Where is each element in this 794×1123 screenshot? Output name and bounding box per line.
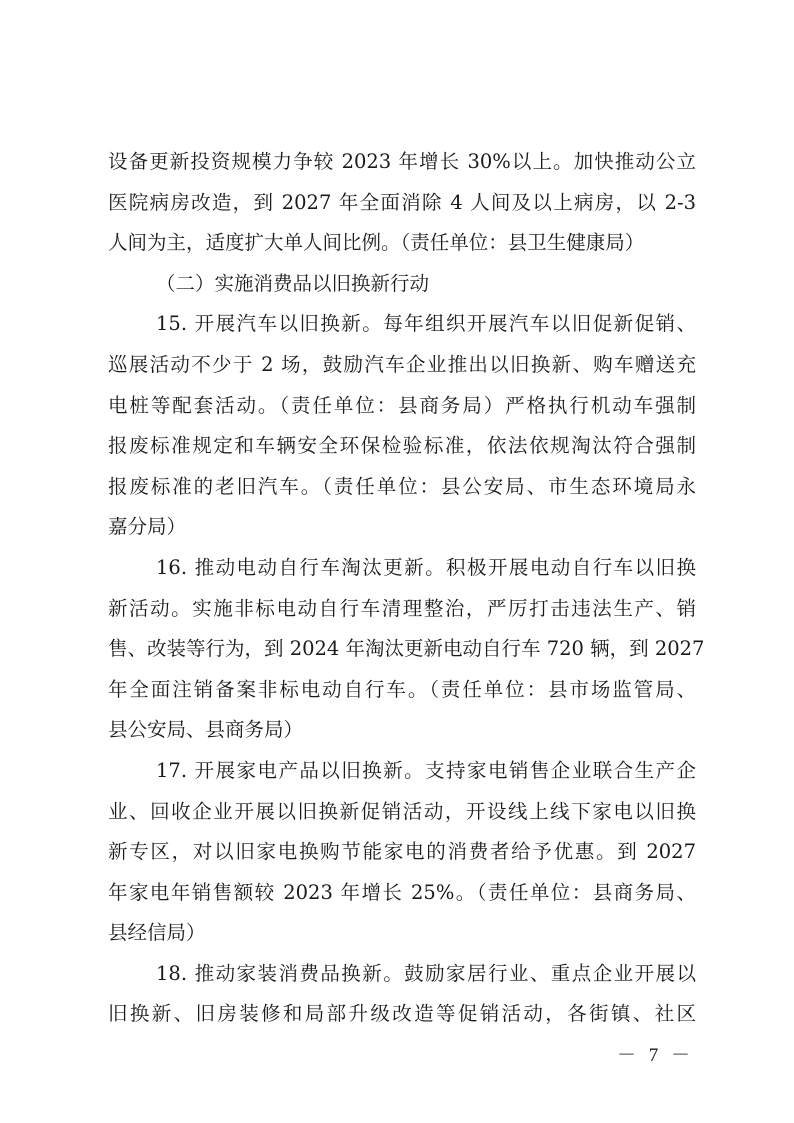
item-17-line: 业、回收企业开展以旧换新促销活动，开设线上线下家电以旧换	[108, 799, 696, 823]
item-18-line: 18. 推动家装消费品换新。鼓励家居行业、重点企业开展以	[156, 961, 696, 985]
paragraph-line: 医院病房改造，到 2027 年全面消除 4 人间及以上病房，以 2-3	[108, 190, 696, 214]
item-16-line: 县公安局、县商务局）	[108, 718, 304, 742]
item-15-line: 报废标准规定和车辆安全环保检验标准，依法依规淘汰符合强制	[108, 434, 696, 458]
item-17-line: 县经信局）	[108, 921, 206, 945]
document-body	[108, 142, 705, 1035]
item-16-line: 16. 推动电动自行车淘汰更新。积极开展电动自行车以旧换	[156, 555, 696, 579]
item-16-line: 年全面注销备案非标电动自行车。（责任单位：县市场监管局、	[108, 677, 696, 701]
item-15-line: 15. 开展汽车以旧换新。每年组织开展汽车以旧促新促销、	[156, 312, 696, 336]
item-16-line: 新活动。实施非标电动自行车清理整治，严厉打击违法生产、销	[108, 596, 696, 620]
item-18-line: 旧换新、旧房装修和局部升级改造等促销活动，各街镇、社区	[108, 1002, 696, 1026]
item-15-line: 报废标准的老旧汽车。（责任单位：县公安局、市生态环境局永	[108, 474, 696, 498]
item-17-line: 17. 开展家电产品以旧换新。支持家电销售企业联合生产企	[156, 758, 696, 782]
paragraph-line: 人间为主，适度扩大单人间比例。（责任单位：县卫生健康局）	[108, 231, 645, 255]
section-heading: （二）实施消费品以旧换新行动	[156, 271, 430, 295]
item-15-line: 巡展活动不少于 2 场，鼓励汽车企业推出以旧换新、购车赠送充	[108, 352, 696, 376]
item-15-line: 电桩等配套活动。（责任单位：县商务局）严格执行机动车强制	[108, 393, 696, 417]
paragraph-line: 设备更新投资规模力争较 2023 年增长 30%以上。加快推动公立	[108, 150, 696, 173]
item-17-line: 年家电年销售额较 2023 年增长 25%。（责任单位：县商务局、	[108, 880, 696, 904]
page-number: － 7 －	[616, 1045, 694, 1066]
item-15-line: 嘉分局）	[108, 515, 187, 539]
item-17-line: 新专区，对以旧家电换购节能家电的消费者给予优惠。到 2027	[108, 840, 696, 864]
item-16-line: 售、改装等行为，到 2024 年淘汰更新电动自行车 720 辆，到 2027	[108, 637, 705, 661]
